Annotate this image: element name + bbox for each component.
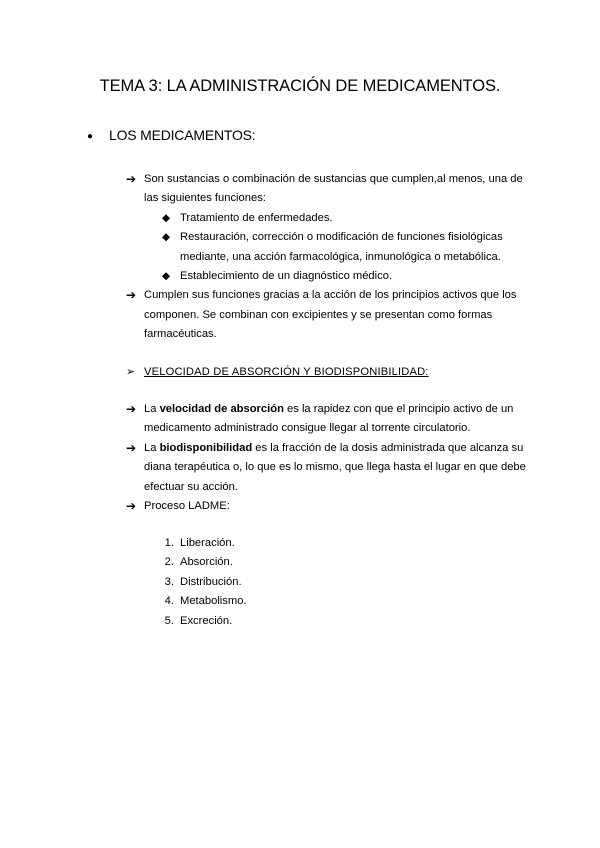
arrow-icon: ➔: [126, 288, 137, 303]
item-number: 5.: [164, 614, 174, 627]
function-item: [0, 228, 530, 267]
function-text: Restauración, corrección o modificación de funciones fisiológicas mediante, una acción farmacológica, inmunológica o metabólica.: [180, 231, 503, 263]
list-item: [0, 439, 530, 497]
function-item: [0, 209, 530, 228]
absorption-list: [0, 400, 600, 516]
subheading-label: VELOCIDAD DE ABSORCIÓN Y BIODISPONIBILIDAD:: [144, 366, 429, 378]
item-text: Cumplen sus funciones gracias a la acción de los principios activos que los componen. Se combinan con excipientes y se presentan como formas farmacéuticas.: [144, 289, 517, 341]
ladme-list: [0, 534, 600, 631]
subheading-block: [0, 363, 600, 382]
diamond-icon: ◆: [162, 211, 171, 224]
term-bold: biodisponibilidad: [159, 441, 253, 454]
arrowhead-icon: ➢: [126, 366, 136, 378]
numbered-item: [0, 534, 600, 553]
list-item: [0, 400, 530, 439]
definition-list: [0, 170, 600, 345]
diamond-icon: ◆: [162, 231, 171, 244]
item-number: 2.: [164, 556, 174, 569]
item-label: Excreción.: [180, 614, 233, 627]
diamond-icon: ◆: [162, 270, 171, 283]
arrow-icon: ➔: [126, 440, 137, 455]
bullet-icon: ●: [87, 131, 94, 142]
numbered-item: [0, 573, 600, 592]
subheading: [0, 363, 600, 382]
item-label: Distribución.: [180, 575, 242, 588]
numbered-item: [0, 553, 600, 572]
list-item: [0, 286, 530, 344]
text-post: es la rapidez con que el principio activo de un medicamento administrado consigue llegar al torrente circulatorio.: [144, 403, 514, 435]
arrow-icon: ➔: [126, 172, 137, 186]
function-item: [0, 267, 530, 286]
item-number: 4.: [164, 595, 174, 608]
item-text: Son sustancias o combinación de sustancias que cumplen,al menos, una de las siguientes funciones:: [144, 173, 523, 205]
arrow-icon: ➔: [126, 499, 137, 514]
numbered-item: [0, 612, 600, 631]
section-heading: [87, 126, 255, 146]
section-label: LOS MEDICAMENTOS:: [109, 127, 256, 143]
function-text: Establecimiento de un diagnóstico médico.: [180, 270, 393, 283]
numbered-item: [0, 592, 600, 611]
list-item: [0, 497, 530, 516]
item-number: 3.: [164, 575, 174, 588]
list-item: [0, 170, 530, 209]
text-pre: La: [144, 403, 160, 415]
function-text: Tratamiento de enfermedades.: [180, 211, 333, 224]
item-label: Metabolismo.: [180, 595, 247, 608]
item-label: Liberación.: [180, 537, 235, 549]
item-text: Proceso LADME:: [144, 500, 230, 513]
text-post: es la fracción de la dosis administrada que alcanza su diana terapéutica o, lo que es lo mismo, que llega hasta el lugar en que debe efectuar su acción.: [144, 441, 526, 493]
page-title: TEMA 3: LA ADMINISTRACIÓN DE MEDICAMENTOS.: [99, 77, 501, 95]
term-bold: velocidad de absorción: [159, 403, 284, 415]
arrow-icon: ➔: [126, 402, 137, 416]
item-label: Absorción.: [180, 556, 233, 569]
text-pre: La: [144, 441, 160, 454]
item-number: 1.: [164, 537, 174, 549]
